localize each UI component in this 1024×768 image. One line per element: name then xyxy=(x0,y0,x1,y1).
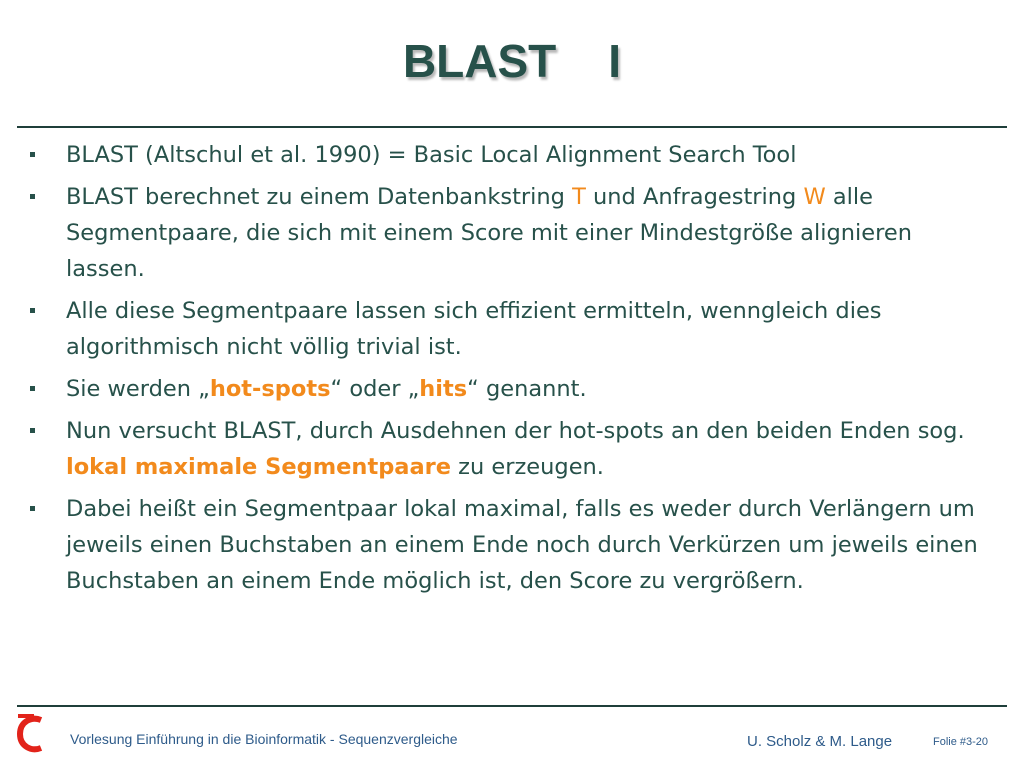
slide-title-numeral: I xyxy=(608,35,622,87)
bullet-marker-icon xyxy=(30,428,35,433)
bullet-item-2: BLAST berechnet zu einem Datenbankstring T und Anfragestring W alle Segmentpaare, die sich mit einem Score mit einer Mindestgröße alignieren lassen. xyxy=(30,179,990,287)
bullet-marker-icon xyxy=(30,152,35,157)
variable-w: W xyxy=(803,184,826,210)
term-hits: hits xyxy=(419,376,468,402)
red-c-logo-icon xyxy=(17,714,43,754)
bullet-item-4: Sie werden „hot-spots“ oder „hits“ genannt. xyxy=(30,371,990,407)
bottom-divider xyxy=(17,705,1007,707)
bullet-item-3: Alle diese Segmentpaare lassen sich effizient ermitteln, wenngleich dies algorithmisch nicht völlig trivial ist. xyxy=(30,293,990,365)
footer-course-title: Vorlesung Einführung in die Bioinformatik - Sequenzvergleiche xyxy=(70,731,458,747)
bullet-item-1: BLAST (Altschul et al. 1990) = Basic Local Alignment Search Tool xyxy=(30,137,990,173)
bullet-marker-icon xyxy=(30,386,35,391)
slide-title-main: BLAST xyxy=(402,35,557,87)
term-lokal-maximale-segmentpaare: lokal maximale Segmentpaare xyxy=(66,454,452,480)
bullet-item-5: Nun versucht BLAST, durch Ausdehnen der hot-spots an den beiden Enden sog. lokal maximale Segmentpaare zu erzeugen. xyxy=(30,413,990,485)
bullet-marker-icon xyxy=(30,194,35,199)
footer-slide-number: Folie #3-20 xyxy=(933,736,989,748)
bullet-list xyxy=(30,137,990,605)
bullet-marker-icon xyxy=(30,308,35,313)
term-hot-spots: hot-spots xyxy=(209,376,331,402)
slide-title xyxy=(0,34,1024,88)
bullet-marker-icon xyxy=(30,506,35,511)
bullet-item-6: Dabei heißt ein Segmentpaar lokal maximal, falls es weder durch Verlängern um jeweils einen Buchstaben an einem Ende noch durch Verkürzen um jeweils einen Buchstaben an einem Ende möglich ist, den Score zu vergrößern. xyxy=(30,491,990,599)
variable-t: T xyxy=(572,184,586,210)
top-divider xyxy=(17,126,1007,128)
footer-authors: U. Scholz & M. Lange xyxy=(747,733,893,750)
